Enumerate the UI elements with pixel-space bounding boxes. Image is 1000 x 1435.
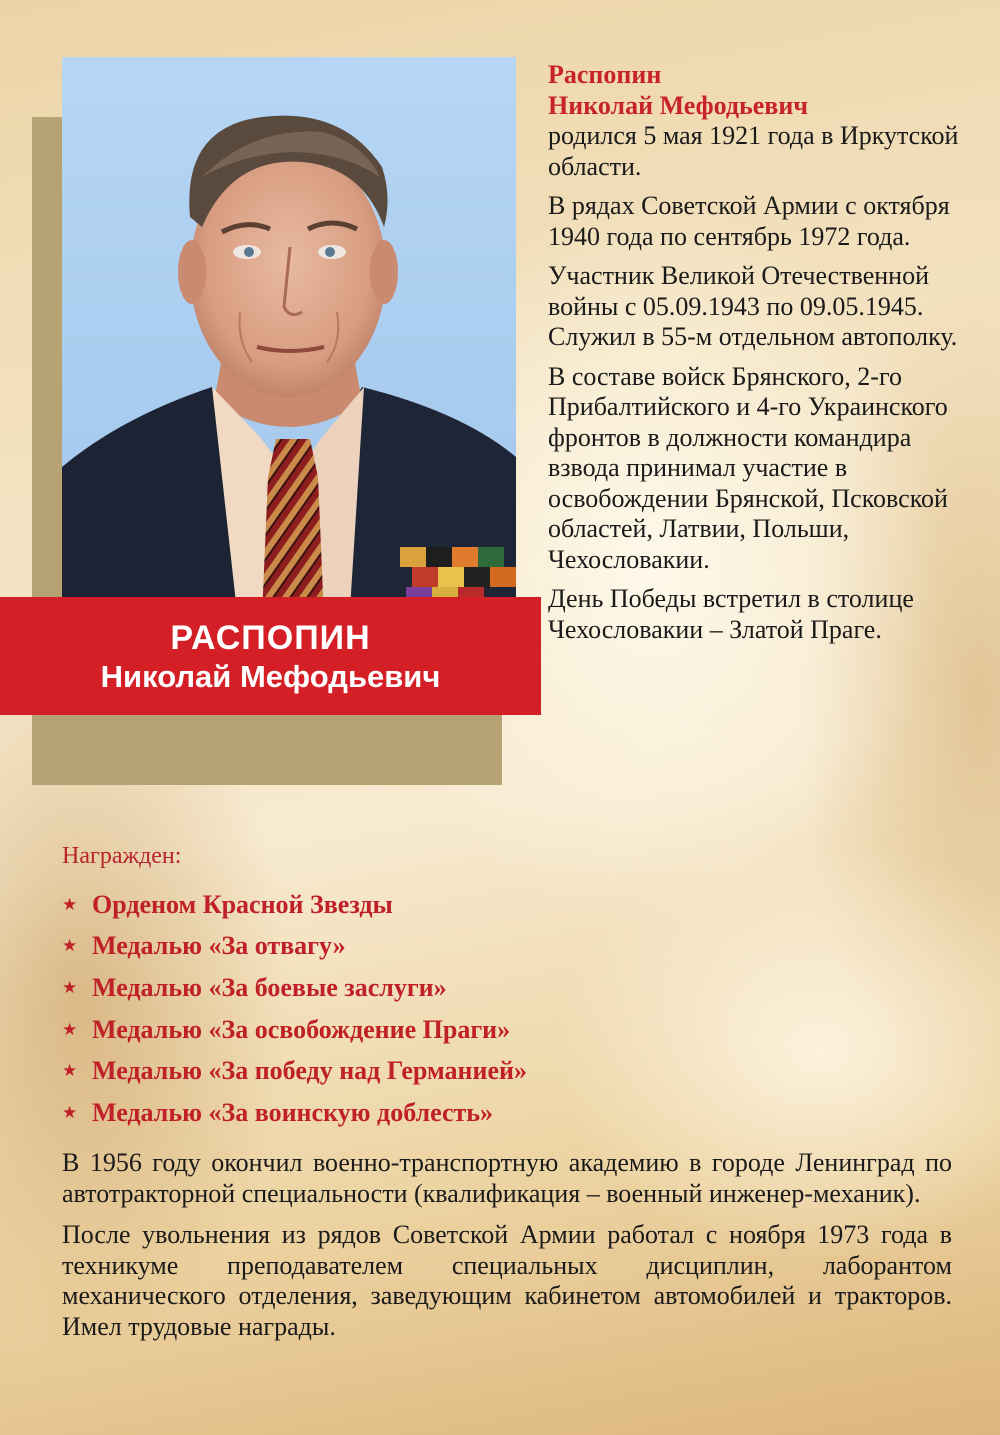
awards-list — [62, 884, 527, 1134]
award-label: Медалью «За воинскую доблесть» — [92, 1097, 494, 1127]
award-item — [62, 967, 527, 1009]
postwar-work: После увольнения из рядов Советской Армии работал с ноября 1973 года в техникуме преподавателем специальных дисциплин, лаборантом механического отделения, заведующим кабинетом автомобилей и тракторов. Имел трудовые награды. — [62, 1220, 952, 1341]
bio-name-line2: Николай Мефодьевич — [548, 90, 808, 120]
portrait-image — [62, 57, 516, 657]
star-icon: ★ — [62, 1019, 78, 1039]
star-icon: ★ — [62, 936, 78, 956]
biography-column — [548, 60, 968, 654]
award-item — [62, 1050, 527, 1092]
bio-name-line1: Распопин — [548, 60, 662, 89]
star-icon: ★ — [62, 894, 78, 914]
award-label: Медалью «За отвагу» — [92, 931, 346, 961]
portrait-photo — [62, 57, 516, 657]
banner-given-names: Николай Мефодьевич — [100, 659, 441, 694]
name-banner — [0, 597, 541, 715]
award-label: Медалью «За победу над Германией» — [92, 1056, 528, 1086]
award-item — [62, 884, 527, 926]
star-icon: ★ — [62, 1102, 78, 1122]
award-label: Медалью «За боевые заслуги» — [92, 972, 447, 1002]
postwar-section — [62, 1148, 952, 1353]
bio-victory-day: День Победы встретил в столице Чехословакии – Златой Праге. — [548, 584, 914, 644]
award-item — [62, 1092, 527, 1134]
bio-war-participation: Участник Великой Отечественной войны с 05.09.1943 по 09.05.1945. Служил в 55-м отдельном автополку. — [548, 261, 958, 351]
award-label: Орденом Красной Звезды — [92, 889, 393, 919]
postwar-education: В 1956 году окончил военно-транспортную академию в городе Ленинград по автотракторной специальности (квалификация – военный инженер-механик). — [62, 1148, 952, 1208]
bio-army-service: В рядах Советской Армии с октября 1940 года по сентябрь 1972 года. — [548, 191, 950, 251]
award-item — [62, 926, 527, 968]
star-icon: ★ — [62, 1061, 78, 1081]
star-icon: ★ — [62, 977, 78, 997]
banner-surname: РАСПОПИН — [170, 619, 371, 657]
award-item — [62, 1009, 527, 1051]
bio-birth: родился 5 мая 1921 года в Иркутской области. — [548, 121, 959, 181]
award-label: Медалью «За освобождение Праги» — [92, 1014, 511, 1044]
awards-title: Награжден: — [62, 843, 182, 869]
bio-fronts: В составе войск Брянского, 2-го Прибалтийского и 4-го Украинского фронтов в должности командира взвода принимал участие в освобождении Брянской, Псковской областей, Латвии, Польши, Чехословакии. — [548, 361, 948, 574]
